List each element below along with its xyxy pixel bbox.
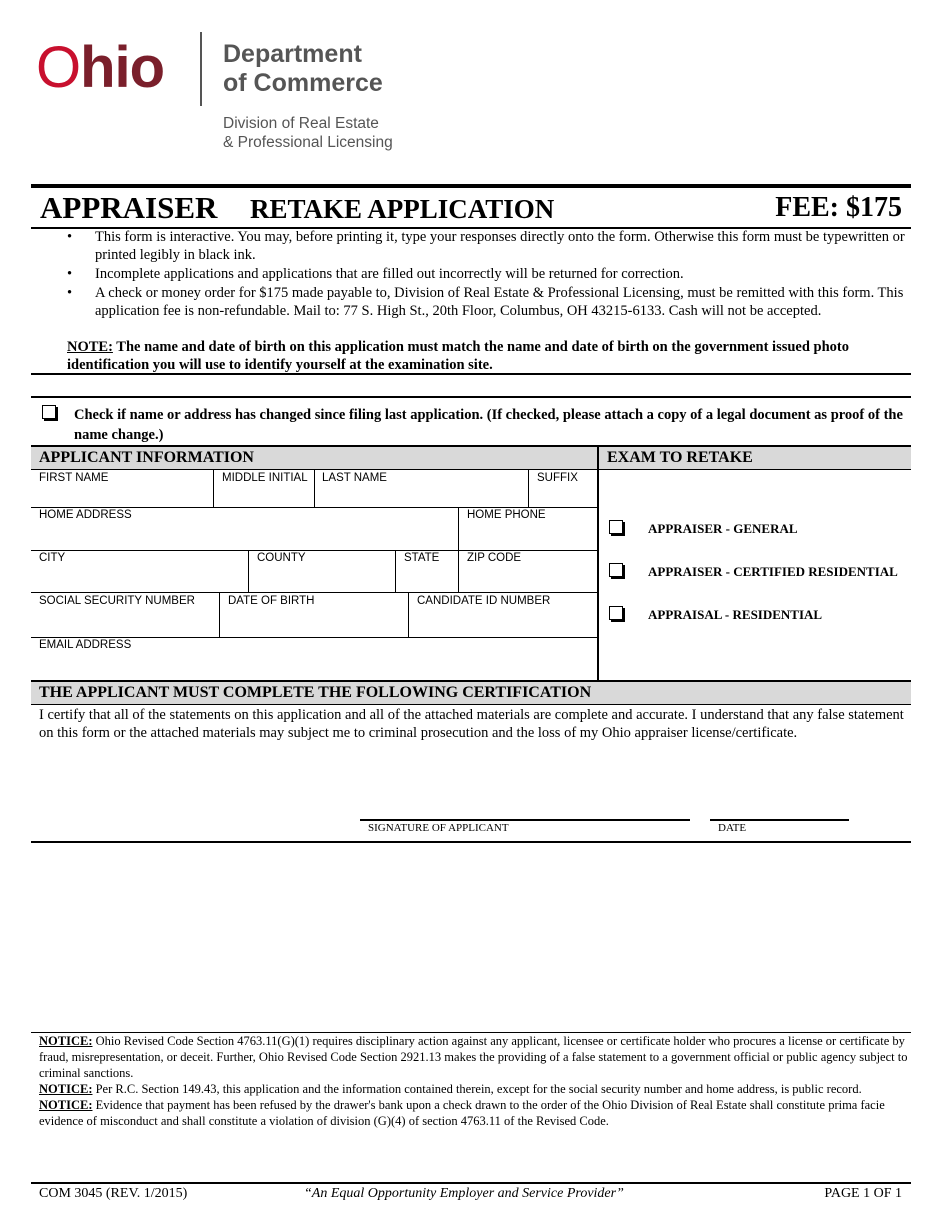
department-line1: Department — [223, 40, 362, 68]
cell-border — [408, 592, 409, 637]
exam-certified-residential-label: APPRAISER - CERTIFIED RESIDENTIAL — [648, 564, 898, 579]
cell-border — [219, 592, 220, 637]
instructions-list — [95, 228, 910, 321]
check-top-rule — [31, 396, 911, 398]
exam-certified-residential-checkbox[interactable] — [609, 563, 623, 577]
notice-item — [39, 1097, 909, 1129]
notice-item — [39, 1033, 909, 1081]
department-line2: of Commerce — [223, 69, 383, 97]
ohio-logo: Ohio — [36, 35, 165, 100]
notice-label: NOTICE: — [39, 1098, 93, 1112]
page-number: PAGE 1 OF 1 — [824, 1186, 902, 1201]
form-subtitle: RETAKE APPLICATION — [250, 194, 555, 224]
notice-label: NOTICE: — [39, 1082, 93, 1096]
division-name — [223, 114, 393, 152]
name-change-checkbox[interactable] — [42, 405, 56, 419]
footer-rule — [31, 1182, 911, 1184]
form-number: COM 3045 (REV. 1/2015) — [39, 1186, 188, 1201]
middle-initial-label: MIDDLE INITIAL — [222, 472, 308, 484]
exam-residential-label: APPRAISAL - RESIDENTIAL — [648, 607, 823, 622]
state-label: STATE — [404, 552, 440, 564]
note-text: The name and date of birth on this application must match the name and date of birth on the government issued photo identification you will use to identify yourself at the examination site. — [67, 339, 849, 373]
date-line[interactable] — [710, 819, 849, 821]
signature-line[interactable] — [360, 819, 690, 821]
exam-general-label: APPRAISER - GENERAL — [648, 521, 798, 536]
certification-heading: THE APPLICANT MUST COMPLETE THE FOLLOWING CERTIFICATION — [31, 682, 911, 704]
instruction-item: • This form is interactive. You may, before printing it, type your responses directly onto the form. Otherwise this form must be typewritten or printed legibly in black ink. — [95, 228, 910, 264]
email-label: EMAIL ADDRESS — [39, 639, 132, 651]
column-divider — [597, 446, 599, 680]
note-rule — [31, 373, 911, 375]
footer-motto: “An Equal Opportunity Employer and Service Provider” — [304, 1186, 624, 1201]
date-label: DATE — [718, 822, 747, 834]
division-line1: Division of Real Estate — [223, 115, 379, 132]
exam-heading: EXAM TO RETAKE — [599, 447, 911, 469]
heading-bottom-line — [31, 469, 911, 470]
note — [67, 338, 907, 374]
notice-text: Per R.C. Section 149.43, this application and the information contained therein, except for the social security number and home address, is public record. — [92, 1082, 862, 1096]
candidate-id-label: CANDIDATE ID NUMBER — [417, 595, 551, 607]
cell-border — [314, 469, 315, 507]
notice-text: Evidence that payment has been refused by the drawer's bank upon a check drawn to the order of the Ohio Division of Real Estate shall constitute prima facie evidence of misconduct and shall constitute a violation of division (G)(4) of section 4763.11 of the Revised Code. — [39, 1098, 885, 1128]
dob-label: DATE OF BIRTH — [228, 595, 315, 607]
certification-bottom-rule — [31, 841, 911, 843]
notice-label: NOTICE: — [39, 1034, 93, 1048]
department-name — [223, 40, 383, 98]
city-label: CITY — [39, 552, 66, 564]
exam-residential-checkbox[interactable] — [609, 606, 623, 620]
logo-divider — [200, 32, 202, 106]
form-fee: FEE: $175 — [775, 192, 902, 223]
county-label: COUNTY — [257, 552, 306, 564]
notice-item — [39, 1081, 909, 1097]
note-label: NOTE: — [67, 339, 113, 355]
applicant-heading: APPLICANT INFORMATION — [31, 447, 597, 469]
division-line2: & Professional Licensing — [223, 134, 393, 151]
home-address-label: HOME ADDRESS — [39, 509, 132, 521]
home-phone-label: HOME PHONE — [467, 509, 546, 521]
suffix-label: SUFFIX — [537, 472, 578, 484]
certification-heading-line — [31, 704, 911, 705]
cell-border — [248, 550, 249, 592]
cell-border — [395, 550, 396, 592]
zip-code-label: ZIP CODE — [467, 552, 522, 564]
certification-text: I certify that all of the statements on this application and all of the attached materials are complete and accurate. I understand that any false statement on this form or the attached materials may subject me to criminal prosecution and the loss of my Ohio appraiser license/certificate. — [39, 707, 904, 741]
ssn-label: SOCIAL SECURITY NUMBER — [39, 595, 195, 607]
exam-general-checkbox[interactable] — [609, 520, 623, 534]
notices — [39, 1033, 909, 1129]
cell-border — [213, 469, 214, 507]
row-border — [31, 592, 597, 593]
notice-text: Ohio Revised Code Section 4763.11(G)(1) requires disciplinary action against any applicant, licensee or certificate holder who procures a license or certificate by fraud, misrepresentation, or deceit. Further, Ohio Revised Code Section 2921.13 makes the providing of a false statement to a government official or public agency subject to criminal sanctions. — [39, 1034, 908, 1080]
name-change-label: Check if name or address has changed since filing last application. (If checked, please attach a copy of a legal document as proof of the name change.) — [74, 407, 903, 443]
form-title: APPRAISER — [40, 190, 218, 225]
cell-border — [528, 469, 529, 507]
first-name-label: FIRST NAME — [39, 472, 109, 484]
instruction-item: • Incomplete applications and applications that are filled out incorrectly will be returned for correction. — [95, 265, 910, 283]
last-name-label: LAST NAME — [322, 472, 387, 484]
signature-label: SIGNATURE OF APPLICANT — [368, 822, 509, 834]
instruction-item: • A check or money order for $175 made payable to, Division of Real Estate & Professional Licensing, must be remitted with this form. This application fee is non-refundable. Mail to: 77 S. High St., 20th Floor, Columbus, OH 43215-6133. Cash will not be accepted. — [95, 284, 910, 320]
